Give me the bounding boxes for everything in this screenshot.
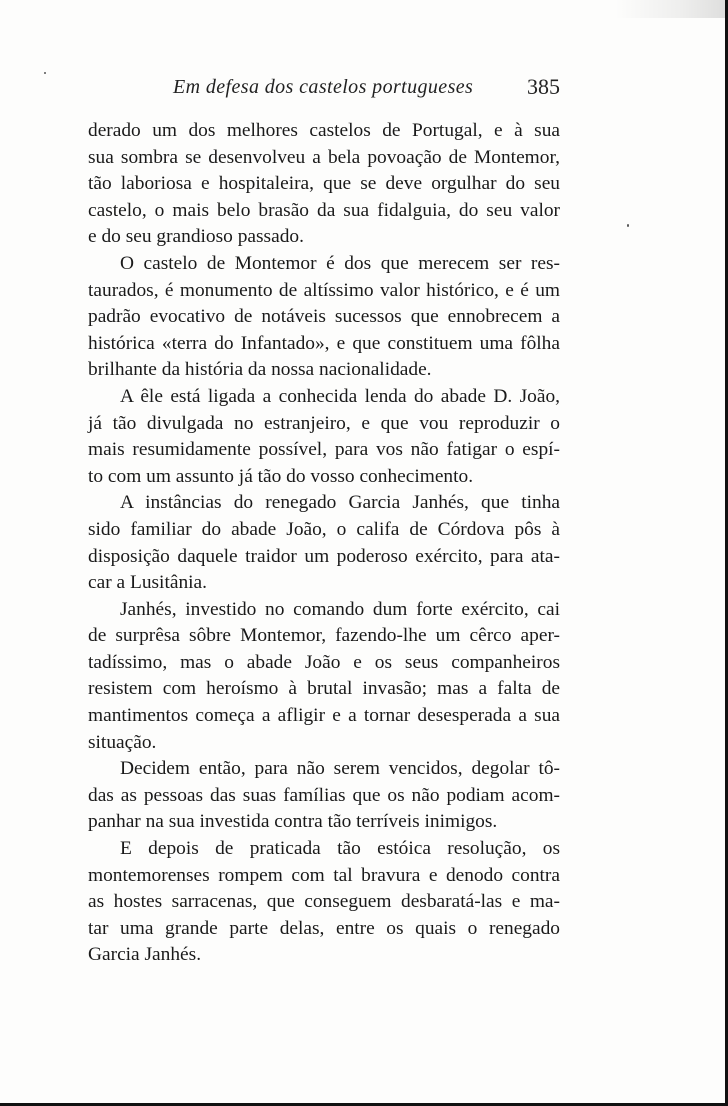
text-line: to com um assunto já tão do vosso conhecimento. [88, 465, 474, 487]
text-line: histórica «terra do Infantado», e que constituem uma fôlha [88, 332, 560, 354]
scan-edge-noise [615, 0, 725, 18]
text-line: tadíssimo, mas o abade João e os seus companheiros [88, 651, 560, 673]
text-line: E depois de praticada tão estóica resolução, os [120, 838, 560, 860]
paragraph [88, 597, 560, 730]
paragraph [88, 490, 560, 570]
text-line: disposição daquele traidor um poderoso exército, para ata- [88, 545, 560, 567]
text-line: derado um dos melhores castelos de Portugal, e à sua [88, 120, 560, 141]
text-line: sua sombra se desenvolveu a bela povoação de Montemor, [88, 146, 560, 168]
paragraph [88, 384, 560, 464]
text-line: brilhante da história da nossa nacionalidade. [88, 359, 432, 381]
text-line: castelo, o mais belo brasão da sua fidalguia, do seu valor [88, 199, 560, 221]
text-line: de surprêsa sôbre Montemor, fazendo-lhe um cêrco aper- [88, 625, 560, 647]
text-line: sido familiar do abade João, o califa de Córdova pôs à [88, 518, 560, 540]
text-line: resistem com heroísmo à brutal invasão; mas a falta de [88, 678, 560, 700]
text-line: panhar na sua investida contra tão terríveis inimigos. [88, 811, 498, 833]
text-line: mais resumidamente possível, para vos não fatigar o espí- [88, 439, 560, 461]
text-line: situação. [88, 731, 157, 753]
text-line: O castelo de Montemor é dos que merecem ser res- [120, 252, 560, 274]
text-line: Janhés, investido no comando dum forte exército, cai [120, 598, 560, 620]
running-head [88, 74, 560, 104]
text-line: taurados, é monumento de altíssimo valor histórico, e é um [88, 279, 560, 301]
text-line: mantimentos começa a afligir e a tornar desesperada a sua [88, 705, 560, 727]
ink-speck [44, 72, 46, 74]
text-line: tar uma grande parte delas, entre os quais o renegado [88, 917, 560, 939]
body-text [88, 118, 560, 969]
running-title: Em defesa dos castelos portugueses [173, 76, 474, 98]
paragraph-end-line [88, 730, 560, 757]
text-line: Decidem então, para não serem vencidos, degolar tô- [120, 758, 560, 780]
paragraph-end-line [88, 809, 560, 836]
page-number: 385 [527, 74, 560, 99]
text-line: padrão evocativo de notáveis sucessos que ennobrecem a [88, 306, 560, 328]
paragraph-end-line [88, 464, 560, 491]
paragraph-end-line [88, 357, 560, 384]
text-line: A instâncias do renegado Garcia Janhés, que tinha [120, 492, 560, 514]
paragraph-end-line [88, 942, 560, 969]
paragraph [88, 836, 560, 942]
paragraph [88, 118, 560, 224]
text-line: as hostes sarracenas, que conseguem desbaratá-las e ma- [88, 891, 560, 913]
ink-speck [627, 224, 629, 227]
text-line: das as pessoas das suas famílias que os não podiam acom- [88, 784, 560, 806]
text-line: montemorenses rompem com tal bravura e denodo contra [88, 864, 560, 886]
text-line: já tão divulgada no estranjeiro, e que vou reproduzir o [88, 412, 560, 434]
text-line: e do seu grandioso passado. [88, 226, 304, 248]
text-line: A êle está ligada a conhecida lenda do abade D. João, [120, 385, 560, 407]
paragraph [88, 251, 560, 357]
text-line: car a Lusitânia. [88, 572, 207, 594]
paragraph [88, 756, 560, 809]
paragraph-end-line [88, 224, 560, 251]
text-line: Garcia Janhés. [88, 944, 202, 966]
text-line: tão laboriosa e hospitaleira, que se deve orgulhar do seu [88, 173, 560, 195]
paragraph-end-line [88, 570, 560, 597]
